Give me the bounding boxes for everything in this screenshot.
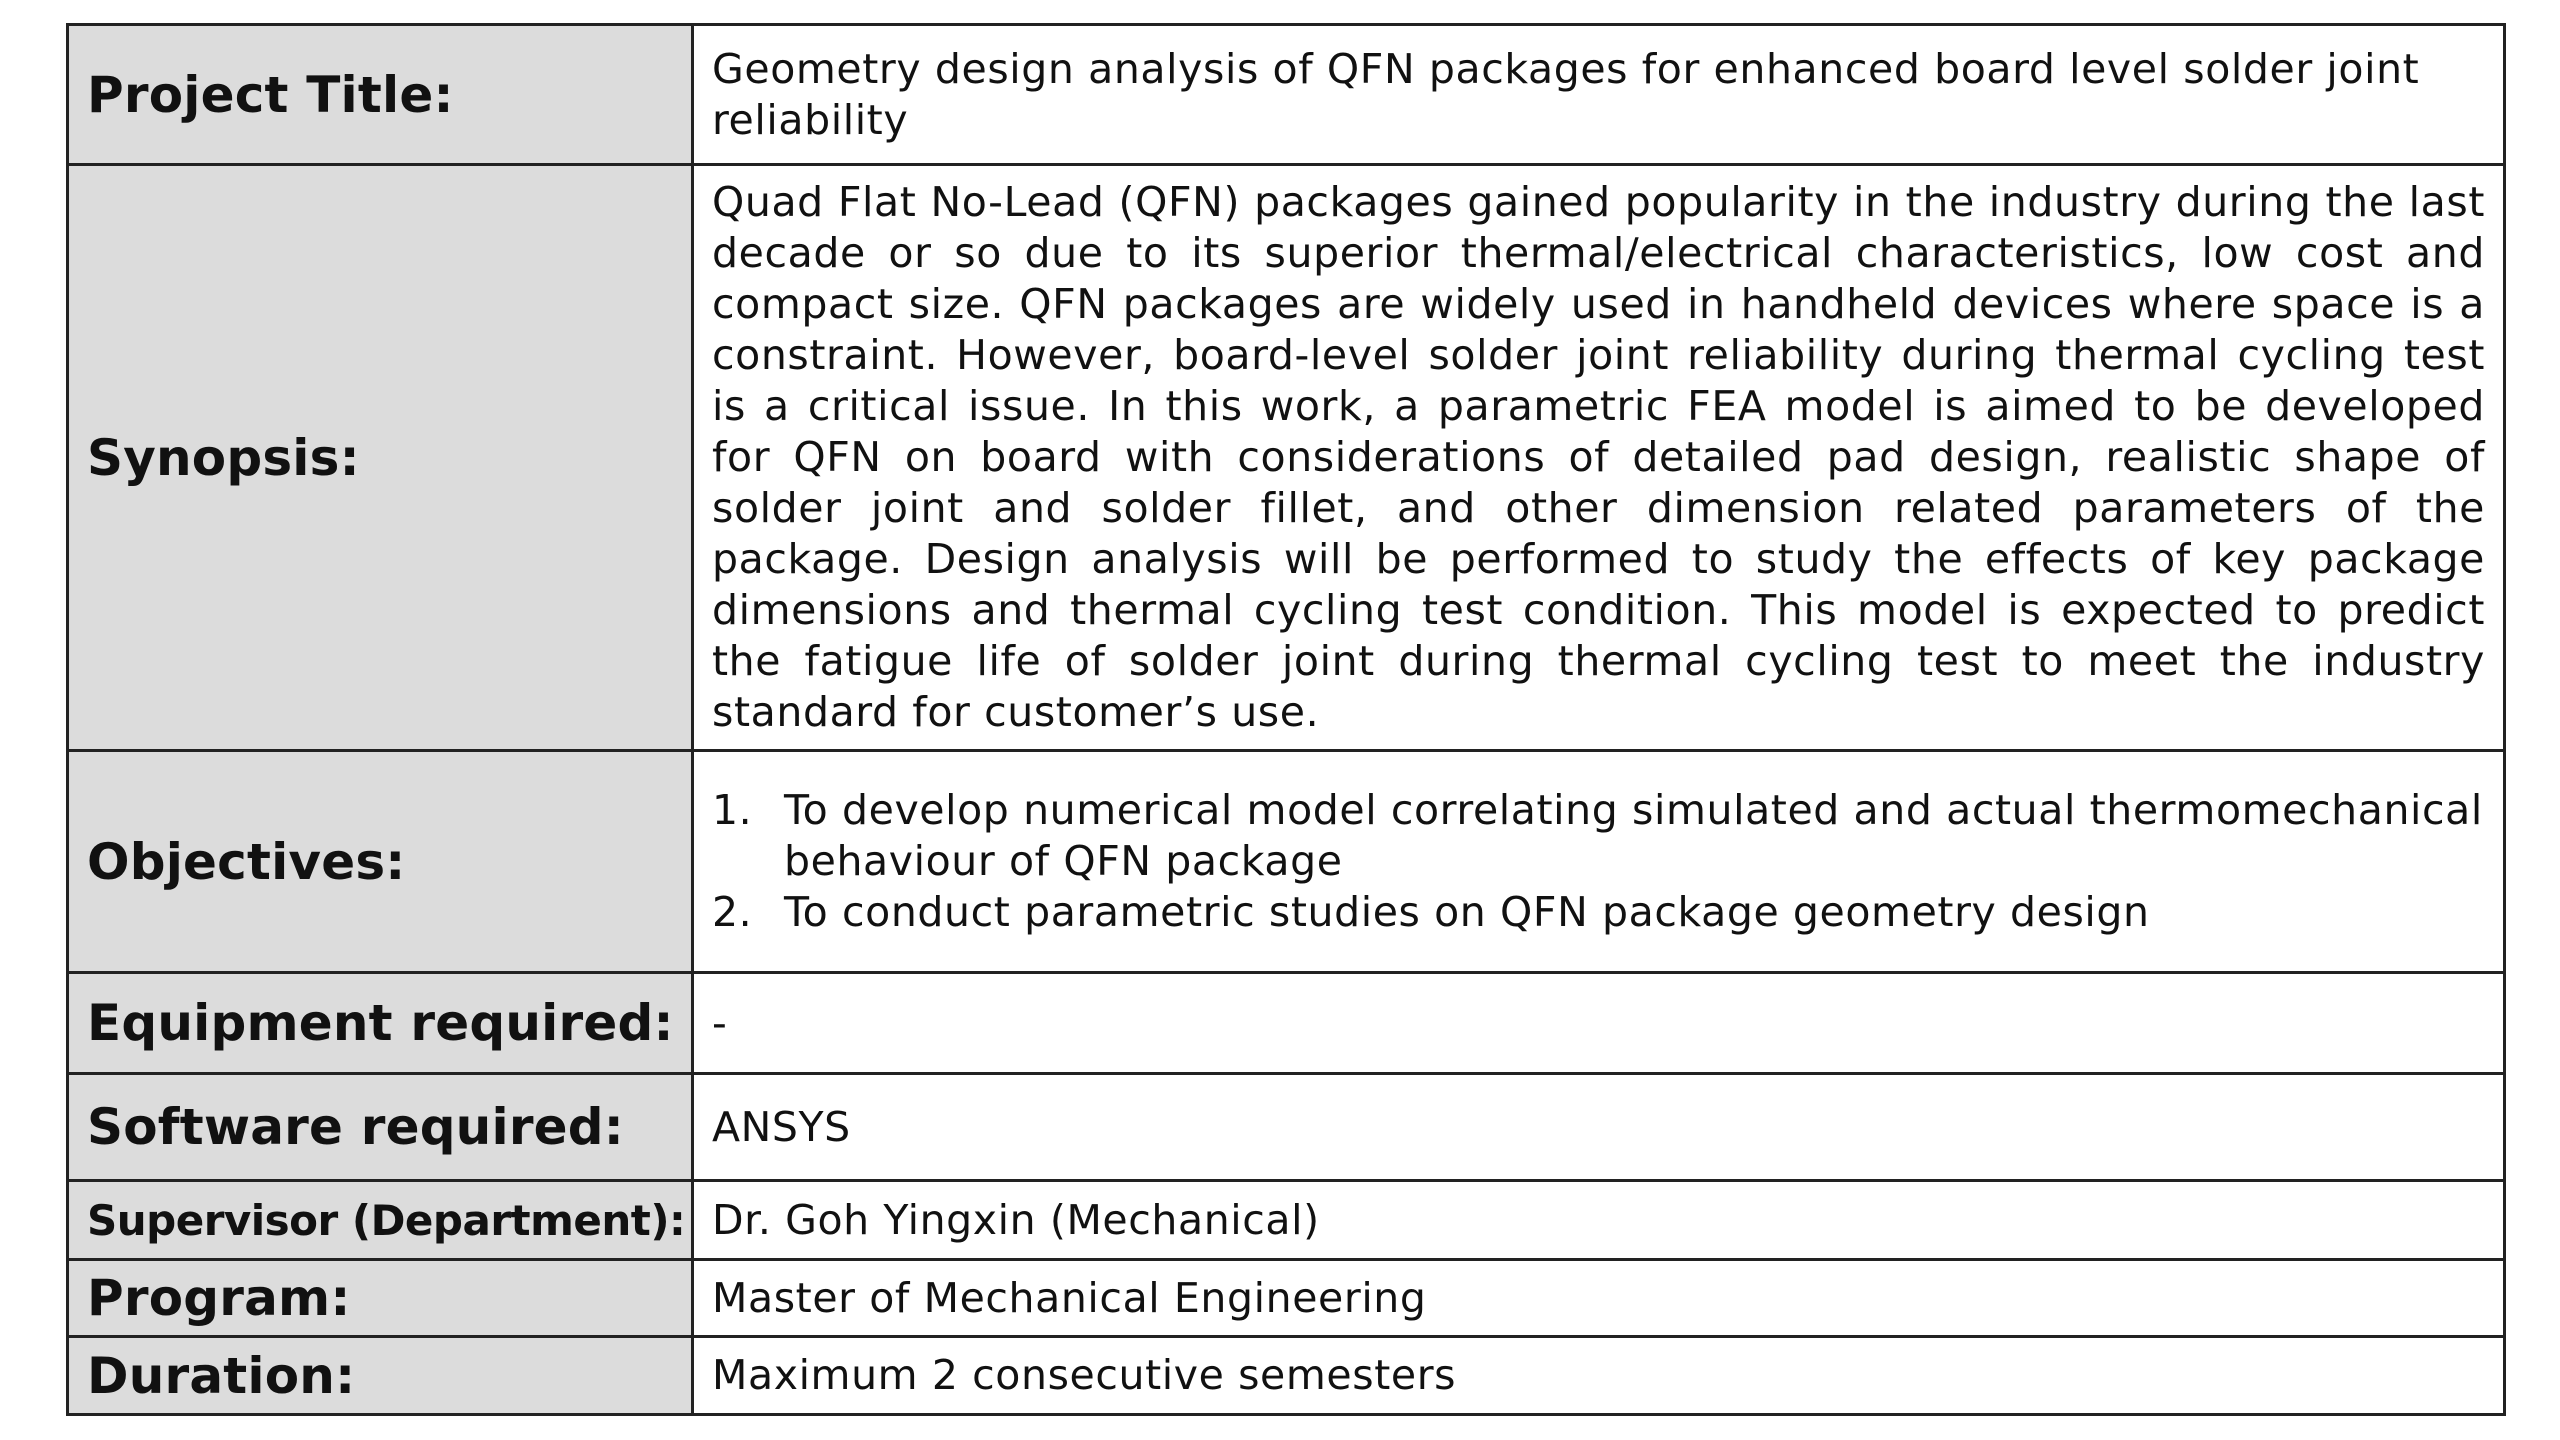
- row-equipment: [68, 973, 2505, 1074]
- objective-number: 2.: [712, 888, 753, 936]
- software-label: Software required:: [68, 1074, 693, 1181]
- synopsis-label: Synopsis:: [68, 165, 693, 751]
- duration-value: Maximum 2 consecutive semesters: [693, 1337, 2505, 1415]
- row-supervisor: [68, 1181, 2505, 1260]
- synopsis-value: Quad Flat No-Lead (QFN) packages gained popularity in the industry during the last decade or so due to its superior thermal/electrical characteristics, low cost and compact size. QFN packages are widely used in handheld devices where space is a constraint. However, board-level solder joint reliability during thermal cycling test is a critical issue. In this work, a parametric FEA model is aimed to be developed for QFN on board with considerations of detailed pad design, realistic shape of solder joint and solder fillet, and other dimension related parameters of the package. Design analysis will be performed to study the effects of key package dimensions and thermal cycling test condition. This model is expected to predict the fatigue life of solder joint during thermal cycling test to meet the industry standard for customer’s use.: [693, 165, 2505, 751]
- project-title-label: Project Title:: [68, 25, 693, 165]
- objective-text: To develop numerical model correlating simulated and actual thermomechanical behaviour of QFN package: [784, 786, 2483, 885]
- objective-text: To conduct parametric studies on QFN package geometry design: [784, 888, 2150, 936]
- supervisor-label: Supervisor (Department):: [68, 1181, 693, 1260]
- equipment-value: -: [693, 973, 2505, 1074]
- objective-number: 1.: [712, 786, 753, 834]
- objectives-label: Objectives:: [68, 751, 693, 973]
- list-item: [712, 887, 2485, 938]
- row-software: [68, 1074, 2505, 1181]
- program-value: Master of Mechanical Engineering: [693, 1260, 2505, 1337]
- project-title-value: Geometry design analysis of QFN packages for enhanced board level solder joint reliability: [693, 25, 2505, 165]
- list-item: [712, 785, 2485, 887]
- row-project-title: [68, 25, 2505, 165]
- row-program: [68, 1260, 2505, 1337]
- row-duration: [68, 1337, 2505, 1415]
- software-value: ANSYS: [693, 1074, 2505, 1181]
- duration-label: Duration:: [68, 1337, 693, 1415]
- objectives-value: [693, 751, 2505, 973]
- row-synopsis: [68, 165, 2505, 751]
- objectives-list: [712, 785, 2485, 938]
- supervisor-value: Dr. Goh Yingxin (Mechanical): [693, 1181, 2505, 1260]
- project-sheet: [66, 23, 2506, 1416]
- equipment-label: Equipment required:: [68, 973, 693, 1074]
- program-label: Program:: [68, 1260, 693, 1337]
- project-details-table: [66, 23, 2506, 1416]
- row-objectives: [68, 751, 2505, 973]
